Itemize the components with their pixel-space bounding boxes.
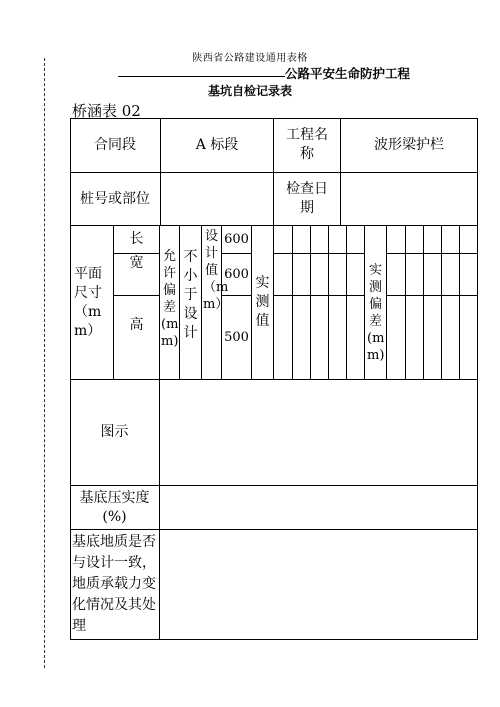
soil-condition-label: 基底地质是否与设计一致，地质承载力变化情况及其处理 — [70, 530, 160, 640]
deviation-cell[interactable] — [424, 226, 442, 254]
design-width-value: 600 — [222, 254, 252, 296]
compaction-label: 基底压实度(%) — [70, 486, 160, 530]
inspect-date-label: 检查日期 — [274, 173, 341, 226]
measured-cell[interactable] — [293, 296, 311, 380]
measured-cell[interactable] — [329, 254, 347, 296]
title-underline — [118, 76, 285, 77]
deviation-cell[interactable] — [387, 254, 406, 296]
deviation-cell[interactable] — [460, 296, 478, 380]
deviation-cell[interactable] — [387, 226, 406, 254]
measured-cell[interactable] — [311, 254, 329, 296]
not-less-than-design: 不小于设计 — [180, 226, 202, 380]
width-label: 宽 — [114, 254, 160, 296]
contract-label: 合同段 — [70, 118, 161, 173]
station-label: 桩号或部位 — [70, 173, 161, 226]
measured-cell[interactable] — [347, 254, 365, 296]
deviation-cell[interactable] — [460, 226, 478, 254]
binding-dashed-line — [44, 58, 45, 668]
deviation-cell[interactable] — [442, 296, 460, 380]
province-header: 陕西省公路建设通用表格 — [192, 53, 308, 64]
station-value[interactable] — [161, 173, 274, 226]
form-number: 桥涵表 02 — [72, 102, 141, 120]
document-title: 公路平安生命防护工程 — [285, 66, 411, 81]
measured-cell[interactable] — [311, 296, 329, 380]
measured-cell[interactable] — [347, 296, 365, 380]
measured-cell[interactable] — [347, 226, 365, 254]
deviation-cell[interactable] — [442, 226, 460, 254]
compaction-value[interactable] — [160, 486, 478, 530]
diagram-area[interactable] — [160, 380, 478, 486]
allowed-deviation-label: 允许偏差(mm) — [160, 226, 180, 380]
deviation-cell[interactable] — [442, 254, 460, 296]
measured-cell[interactable] — [274, 254, 293, 296]
measured-cell[interactable] — [274, 296, 293, 380]
document-subtitle: 基坑自检记录表 — [207, 84, 292, 98]
inspect-date-value[interactable] — [341, 173, 478, 226]
measured-cell[interactable] — [311, 226, 329, 254]
measured-cell[interactable] — [329, 226, 347, 254]
deviation-cell[interactable] — [387, 296, 406, 380]
measured-value-label: 实测值 — [252, 226, 274, 380]
plane-size-label: 平面尺寸（mm） — [70, 226, 114, 380]
deviation-cell[interactable] — [424, 296, 442, 380]
height-label: 高 — [114, 296, 160, 380]
deviation-cell[interactable] — [406, 296, 424, 380]
deviation-cell[interactable] — [460, 254, 478, 296]
measured-cell[interactable] — [293, 254, 311, 296]
deviation-cell[interactable] — [406, 254, 424, 296]
diagram-label: 图示 — [70, 380, 160, 486]
deviation-cell[interactable] — [406, 226, 424, 254]
design-length-value: 600 — [222, 226, 252, 254]
deviation-cell[interactable] — [424, 254, 442, 296]
measured-cell[interactable] — [329, 296, 347, 380]
measured-cell[interactable] — [274, 226, 293, 254]
design-height-value: 500 — [222, 296, 252, 380]
project-value: 波形梁护栏 — [341, 118, 478, 173]
soil-condition-value[interactable] — [160, 530, 478, 640]
length-label: 长 — [114, 226, 160, 254]
design-value-label: 设计值（mm） — [202, 226, 222, 380]
measured-cell[interactable] — [293, 226, 311, 254]
measured-deviation-label: 实测偏差(mm) — [365, 226, 387, 380]
project-label: 工程名称 — [274, 118, 341, 173]
contract-value: A 标段 — [161, 118, 274, 173]
